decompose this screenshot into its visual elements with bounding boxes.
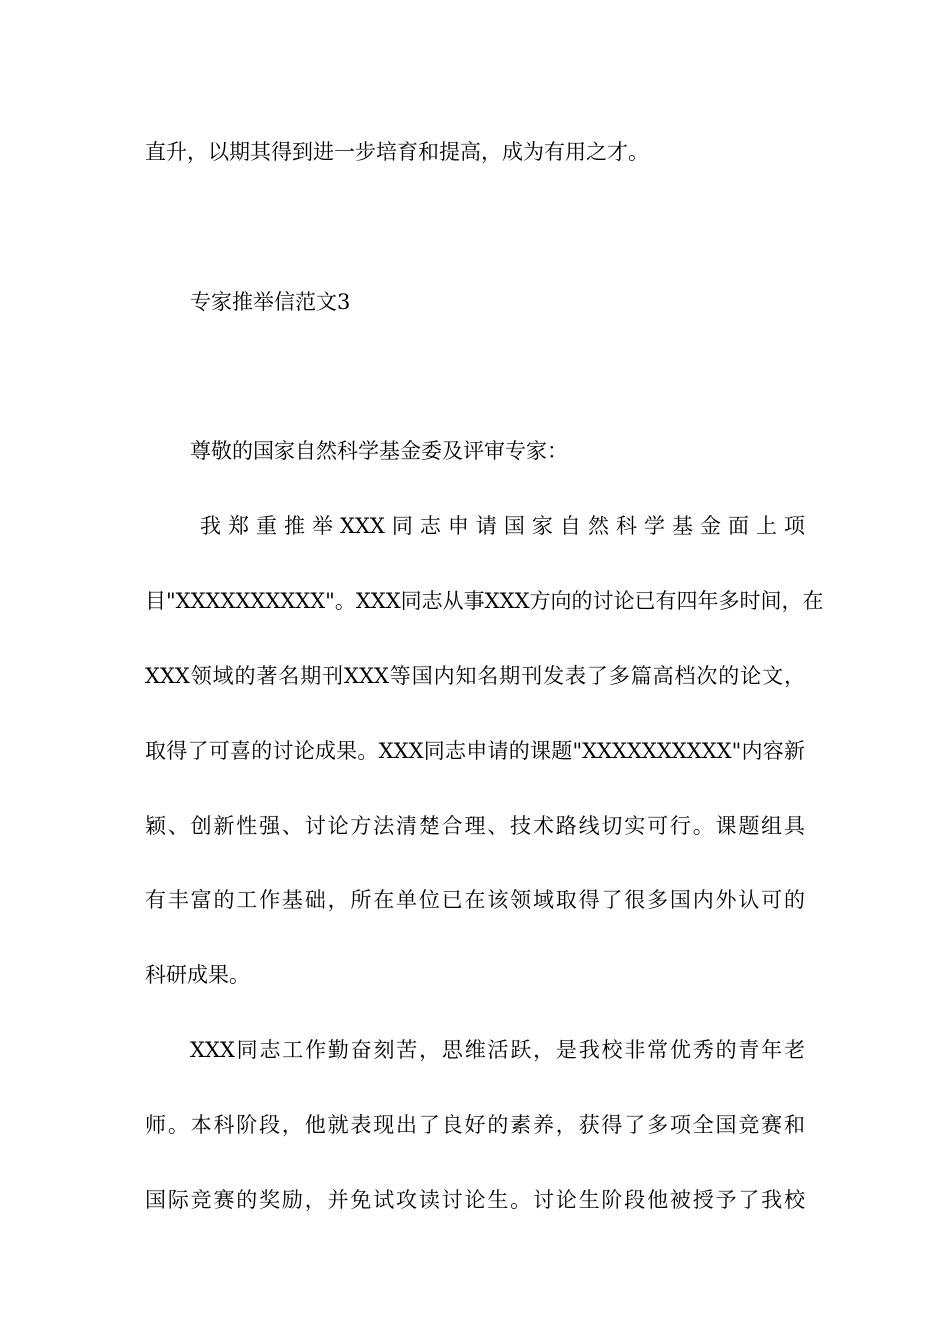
paragraph-1-line-1: 我郑重推举XXX同志申请国家自然科学基金面上项 bbox=[200, 514, 805, 538]
continuation-line: 直升，以期其得到进一步培育和提高，成为有用之才。 bbox=[145, 140, 649, 164]
paragraph-2-line-2: 师。本科阶段，他就表现出了良好的素养，获得了多项全国竞赛和 bbox=[145, 1113, 805, 1137]
paragraph-1-line-4: 取得了可喜的讨论成果。XXX同志申请的课题"XXXXXXXXXX"内容新 bbox=[145, 739, 805, 763]
paragraph-1-line-3: XXX领域的著名期刊XXX等国内知名期刊发表了多篇高档次的论文， bbox=[145, 664, 805, 688]
paragraph-1-line-7: 科研成果。 bbox=[145, 963, 250, 987]
paragraph-2-line-3: 国际竞赛的奖励，并免试攻读讨论生。讨论生阶段他被授予了我校 bbox=[145, 1188, 805, 1212]
paragraph-1-line-6: 有丰富的工作基础，所在单位已在该领域取得了很多国内外认可的 bbox=[145, 888, 805, 912]
paragraph-2-line-1: XXX同志工作勤奋刻苦，思维活跃，是我校非常优秀的青年老 bbox=[190, 1038, 805, 1062]
paragraph-1-line-5: 颖、创新性强、讨论方法清楚合理、技术路线切实可行。课题组具 bbox=[145, 814, 805, 838]
salutation: 尊敬的国家自然科学基金委及评审专家： bbox=[190, 439, 568, 463]
section-title: 专家推举信范文3 bbox=[190, 290, 351, 314]
paragraph-1-line-2: 目"XXXXXXXXXX"。XXX同志从事XXX方向的讨论已有四年多时间，在 bbox=[145, 589, 824, 613]
